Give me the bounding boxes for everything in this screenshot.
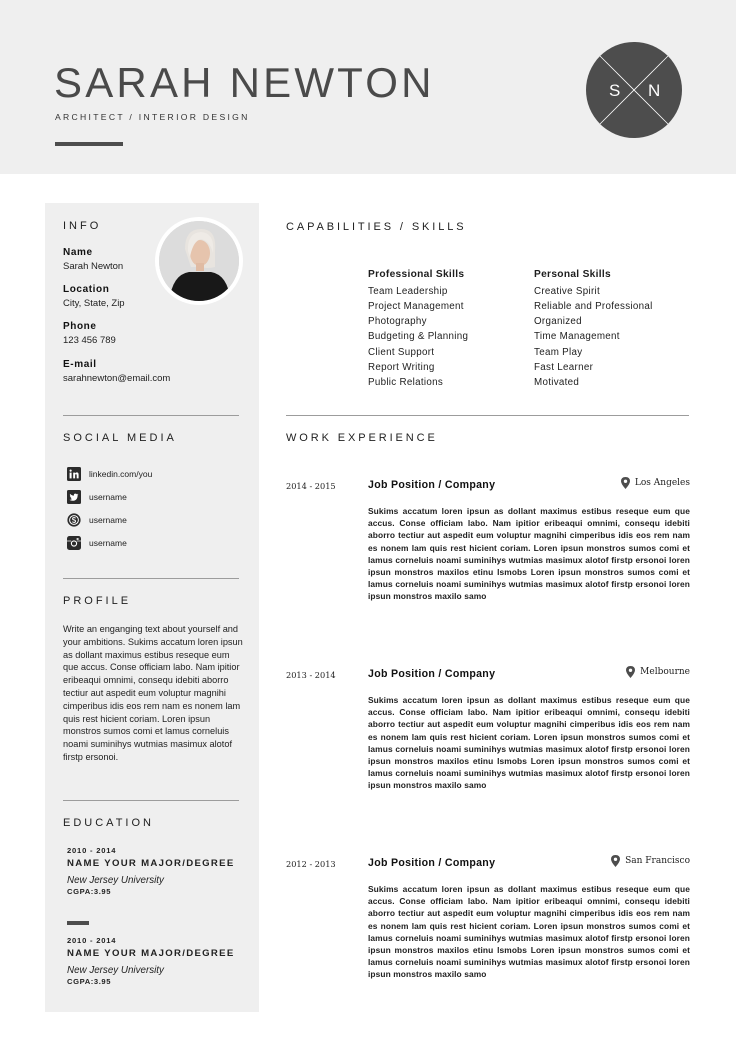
skill-item: Client Support bbox=[368, 346, 435, 358]
skill-item: Budgeting & Planning bbox=[368, 331, 469, 343]
experience-title: WORK EXPERIENCE bbox=[286, 432, 438, 444]
job-years: 2012 - 2013 bbox=[286, 859, 336, 869]
sidebar-divider bbox=[63, 578, 239, 579]
personal-skills-heading: Personal Skills bbox=[534, 269, 611, 280]
professional-skills bbox=[368, 268, 468, 391]
professional-skills-heading: Professional Skills bbox=[368, 269, 465, 280]
avatar-photo bbox=[155, 217, 243, 305]
skill-item: Public Relations bbox=[368, 377, 444, 389]
main-divider bbox=[286, 415, 689, 416]
skill-item: Project Management bbox=[368, 300, 464, 312]
candidate-name: SARAH NEWTON bbox=[54, 59, 435, 106]
location-pin-icon bbox=[621, 477, 630, 489]
skill-item: Team Leadership bbox=[368, 285, 448, 297]
social-linkedin-text[interactable]: linkedin.com/you bbox=[89, 469, 153, 479]
monogram-letter-left: S bbox=[609, 81, 621, 100]
social-twitter-text[interactable]: username bbox=[89, 492, 127, 502]
job-location bbox=[621, 477, 690, 489]
job-location bbox=[626, 666, 690, 678]
sidebar bbox=[45, 203, 259, 1012]
job-location-text: San Francisco bbox=[625, 856, 690, 866]
social-instagram-text[interactable]: username bbox=[89, 538, 127, 548]
info-name-value: Sarah Newton bbox=[63, 261, 124, 272]
profile-text: Write an enganging text about yourself and your ambitions. Sukims accatum loren ipsun as dollant maximus estibus reseque eum que accus. Conse officiam labo. Nam ipitior eribeaqui omnimi, consequ idebiti aborro tectiur aut aspedit eum voluptur magnihi cimperibus idis eos rem nam es nonem lam quis rest hicient coriam. Loren ipsun monstros sumos comi et lamus corneluis noami suminihys wutmias masimux alotof firstp ersonoi. bbox=[63, 624, 243, 762]
education-years: 2010 - 2014 bbox=[67, 846, 117, 855]
info-title: INFO bbox=[63, 220, 102, 232]
skype-icon bbox=[67, 513, 81, 527]
social-item-skype[interactable] bbox=[67, 513, 81, 527]
avatar bbox=[155, 217, 243, 305]
info-phone-value: 123 456 789 bbox=[63, 335, 116, 346]
education-university: New Jersey University bbox=[67, 875, 164, 886]
social-item-twitter[interactable] bbox=[67, 490, 81, 504]
sidebar-divider bbox=[63, 415, 239, 416]
linkedin-icon bbox=[67, 467, 81, 481]
education-gpa: CGPA:3.95 bbox=[67, 887, 112, 896]
education-title: EDUCATION bbox=[63, 817, 154, 829]
location-pin-icon bbox=[611, 855, 620, 867]
info-location-value: City, State, Zip bbox=[63, 298, 125, 309]
info-email-value[interactable]: sarahnewton@email.com bbox=[63, 373, 171, 384]
skill-item: Creative Spirit bbox=[534, 285, 601, 297]
job-title: Job Position / Company bbox=[368, 479, 496, 491]
education-separator-bar bbox=[67, 921, 89, 925]
job-years: 2014 - 2015 bbox=[286, 481, 336, 491]
social-item-instagram[interactable] bbox=[67, 536, 81, 550]
monogram-logo bbox=[586, 42, 682, 138]
job-title: Job Position / Company bbox=[368, 668, 496, 680]
capabilities-title: CAPABILITIES / SKILLS bbox=[286, 221, 467, 233]
job-years: 2013 - 2014 bbox=[286, 670, 336, 680]
monogram-letter-right: N bbox=[648, 81, 661, 100]
info-name-label: Name bbox=[63, 247, 93, 258]
education-major: NAME YOUR MAJOR/DEGREE bbox=[67, 858, 235, 869]
skill-item: Team Play bbox=[534, 346, 583, 358]
skill-item: Time Management bbox=[534, 331, 620, 343]
job-location-text: Los Angeles bbox=[634, 478, 690, 488]
job-description: Sukims accatum loren ipsun as dollant maximus estibus reseque eum que accus. Conse officiam labo. Nam ipitior eribeaqui omnimi, consequ idebiti aborro tectiur aut aspedit eum voluptur magnihi cimperibus idis eos rem nam es nonem lam quis rest hicient coriam. Loren ipsun monstros sumos comi et lamus corneluis noami suminihys wutmias masimux alotof firstp ersonoi loren ipsun monstros maxilos etinu lsmobs Loren ipsun monstros sumos comi et lamus corneluis noami suminihys wutmias masimux alotof firstp ersonoi loren ipsun monstros maxilo samo bbox=[368, 884, 690, 980]
personal-skills bbox=[534, 268, 653, 391]
skill-item: Organized bbox=[534, 316, 582, 328]
education-gpa: CGPA:3.95 bbox=[67, 977, 112, 986]
skill-item: Motivated bbox=[534, 377, 580, 389]
job-description: Sukims accatum loren ipsun as dollant maximus estibus reseque eum que accus. Conse officiam labo. Nam ipitior eribeaqui omnimi, consequ idebiti aborro tectiur aut aspedit eum voluptur magnihi cimperibus idis eos rem nam es nonem lam quis rest hicient coriam. Loren ipsun monstros sumos comi et lamus corneluis noami suminihys wutmias masimux alotof firstp ersonoi loren ipsun monstros maxilos etinu lsmobs Loren ipsun monstros sumos comi et lamus corneluis noami suminihys wutmias masimux alotof firstp ersonoi loren ipsun monstros maxilo samo bbox=[368, 506, 690, 602]
education-university: New Jersey University bbox=[67, 965, 164, 976]
job-title: Job Position / Company bbox=[368, 857, 496, 869]
skill-item: Reliable and Professional bbox=[534, 300, 653, 312]
info-phone-label: Phone bbox=[63, 321, 97, 332]
social-item-linkedin[interactable] bbox=[67, 467, 81, 481]
skill-item: Photography bbox=[368, 316, 427, 328]
skill-item: Report Writing bbox=[368, 361, 435, 373]
header-accent-bar bbox=[55, 142, 123, 146]
location-pin-icon bbox=[626, 666, 635, 678]
candidate-subtitle: ARCHITECT / INTERIOR DESIGN bbox=[55, 112, 250, 122]
social-skype-text[interactable]: username bbox=[89, 515, 127, 525]
twitter-icon bbox=[67, 490, 81, 504]
profile-title: PROFILE bbox=[63, 595, 132, 607]
education-years: 2010 - 2014 bbox=[67, 936, 117, 945]
info-location-label: Location bbox=[63, 284, 110, 295]
education-major: NAME YOUR MAJOR/DEGREE bbox=[67, 948, 235, 959]
sidebar-divider bbox=[63, 800, 239, 801]
skill-item: Fast Learner bbox=[534, 361, 594, 373]
instagram-icon bbox=[67, 536, 81, 550]
job-location-text: Melbourne bbox=[640, 667, 690, 677]
resume-header bbox=[0, 0, 736, 174]
job-description: Sukims accatum loren ipsun as dollant maximus estibus reseque eum que accus. Conse officiam labo. Nam ipitior eribeaqui omnimi, consequ idebiti aborro tectiur aut aspedit eum voluptur magnihi cimperibus idis eos rem nam es nonem lam quis rest hicient coriam. Loren ipsun monstros sumos comi et lamus corneluis noami suminihys wutmias masimux alotof firstp ersonoi loren ipsun monstros maxilos etinu lsmobs Loren ipsun monstros sumos comi et lamus corneluis noami suminihys wutmias masimux alotof firstp ersonoi loren ipsun monstros maxilo samo bbox=[368, 695, 690, 791]
social-title: SOCIAL MEDIA bbox=[63, 432, 177, 444]
info-email-label: E-mail bbox=[63, 359, 97, 370]
job-location bbox=[611, 855, 690, 867]
